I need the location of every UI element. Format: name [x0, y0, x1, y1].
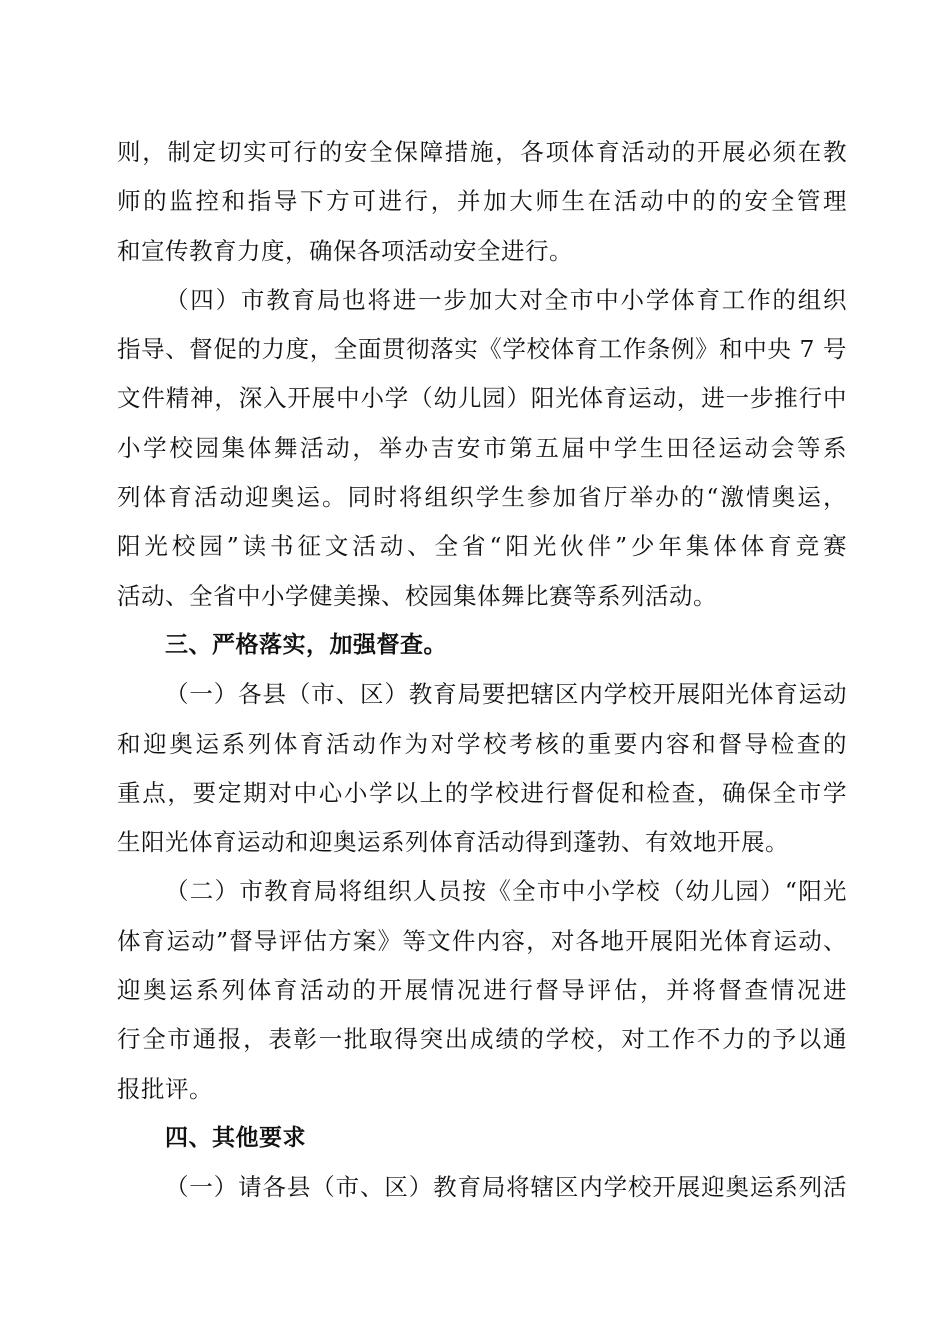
paragraph-line: 报批评。	[117, 1074, 213, 1103]
paragraph-line: 体育运动”督导评估方案》等文件内容，对各地开展阳光体育运动、	[117, 926, 847, 955]
paragraph-line: 师的监控和指导下方可进行，并加大师生在活动中的的安全管理	[117, 187, 847, 216]
paragraph-line: （一）请各县（市、区）教育局将辖区内学校开展迎奥运系列活	[165, 1173, 847, 1202]
paragraph-line: 迎奥运系列体育活动的开展情况进行督导评估，并将督查情况进	[117, 976, 847, 1005]
section-heading: 三、严格落实，加强督查。	[165, 631, 447, 658]
paragraph-line: 文件精神，深入开展中小学（幼儿园）阳光体育运动，进一步推行中	[117, 384, 847, 413]
paragraph-line: （四）市教育局也将进一步加大对全市中小学体育工作的组织	[165, 285, 847, 314]
paragraph-line: （一）各县（市、区）教育局要把辖区内学校开展阳光体育运动	[165, 680, 847, 709]
paragraph-line: 行全市通报，表彰一批取得突出成绩的学校，对工作不力的予以通	[117, 1025, 847, 1054]
paragraph-line: 和宣传教育力度，确保各项活动安全进行。	[117, 236, 573, 265]
paragraph-line: 活动、全省中小学健美操、校园集体舞比赛等系列活动。	[117, 581, 717, 610]
paragraph-line: （二）市教育局将组织人员按《全市中小学校（幼儿园）“阳光	[165, 877, 847, 906]
paragraph-line: 重点，要定期对中心小学以上的学校进行督促和检查，确保全市学	[117, 778, 847, 807]
section-heading: 四、其他要求	[165, 1124, 306, 1151]
paragraph-line: 小学校园集体舞活动，举办吉安市第五届中学生田径运动会等系	[117, 433, 847, 462]
document-page	[117, 128, 847, 1213]
paragraph-line: 则，制定切实可行的安全保障措施，各项体育活动的开展必须在教	[117, 138, 847, 166]
paragraph-line: 阳光校园”读书征文活动、全省“阳光伙伴”少年集体体育竞赛	[117, 532, 847, 561]
paragraph-line: 指导、督促的力度，全面贯彻落实《学校体育工作条例》和中央 7 号	[117, 335, 847, 364]
paragraph-line: 和迎奥运系列体育活动作为对学校考核的重要内容和督导检查的	[117, 729, 847, 758]
paragraph-line: 列体育活动迎奥运。同时将组织学生参加省厅举办的“激情奥运，	[117, 483, 847, 512]
paragraph-line: 生阳光体育运动和迎奥运系列体育活动得到蓬勃、有效地开展。	[117, 828, 789, 857]
